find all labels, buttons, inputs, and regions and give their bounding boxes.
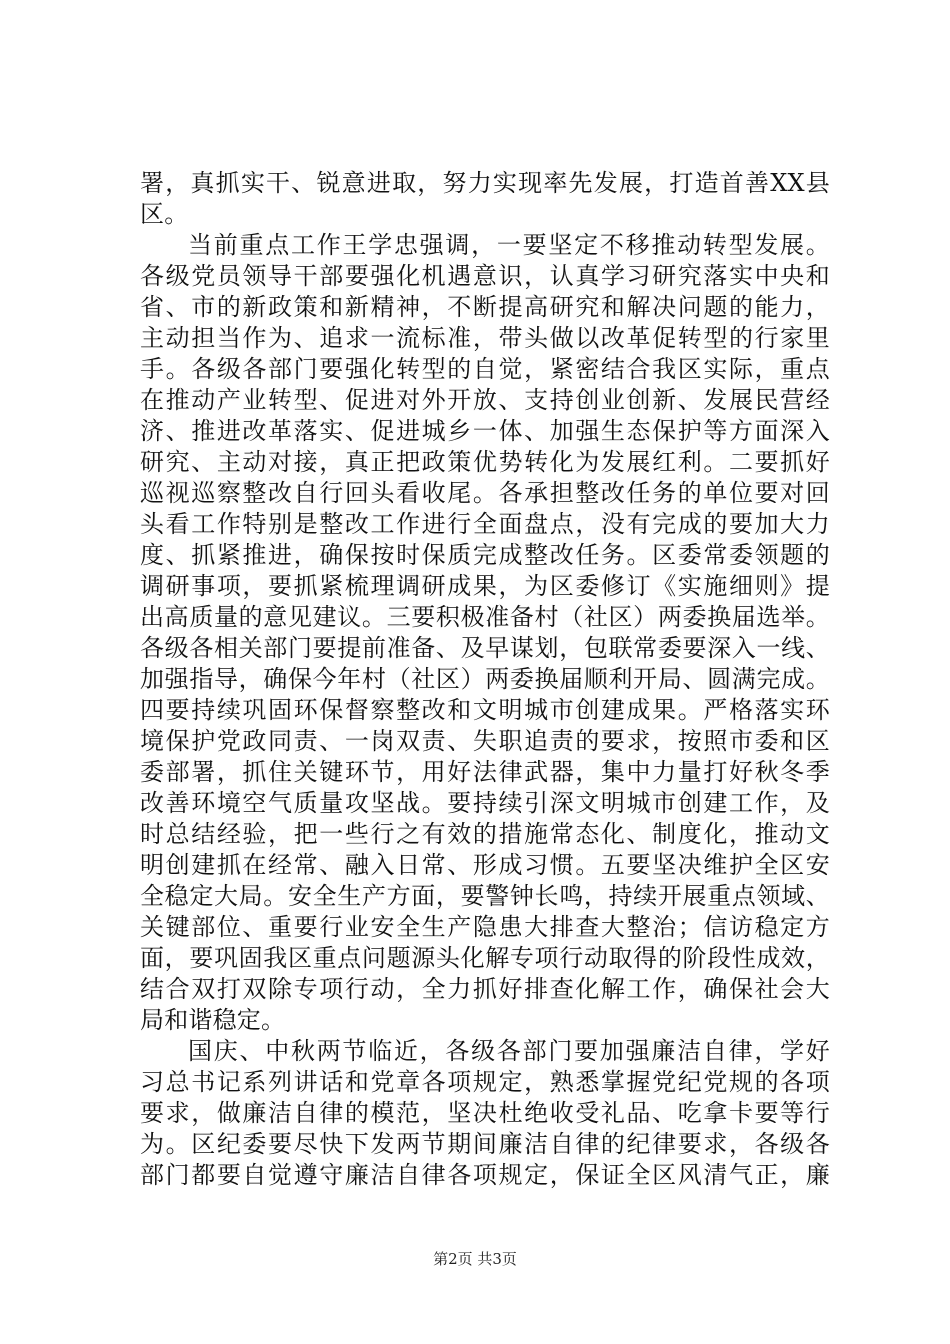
text-line: 度、抓紧推进，确保按时保质完成整改任务。区委常委领题的 [140,541,830,569]
text-line: 四要持续巩固环保督察整改和文明城市创建成果。严格落实环 [140,696,830,724]
text-line: 署，真抓实干、锐意进取，努力实现率先发展，打造首善XX县 [140,169,830,197]
text-line: 区。 [140,200,189,228]
text-line: 全稳定大局。安全生产方面，要警钟长鸣，持续开展重点领域、 [140,882,830,910]
text-line: 部门都要自觉遵守廉洁自律各项规定，保证全区风清气正，廉 [140,1161,830,1189]
text-line: 济、推进改革落实、促进城乡一体、加强生态保护等方面深入 [140,417,830,445]
paragraph-first-line: 当前重点工作王学忠强调，一要坚定不移推动转型发展。 [188,231,830,259]
paragraph-first-line: 国庆、中秋两节临近，各级各部门要加强廉洁自律，学好 [188,1037,830,1065]
text-line: 境保护党政同责、一岗双责、失职追责的要求，按照市委和区 [140,727,830,755]
text-line: 习总书记系列讲话和党章各项规定，熟悉掌握党纪党规的各项 [140,1068,830,1096]
text-line: 时总结经验，把一些行之有效的措施常态化、制度化，推动文 [140,820,830,848]
text-line: 局和谐稳定。 [140,1006,286,1034]
text-line: 为。区纪委要尽快下发两节期间廉洁自律的纪律要求，各级各 [140,1130,830,1158]
text-line: 研究、主动对接，真正把政策优势转化为发展红利。二要抓好 [140,448,830,476]
text-line: 调研事项，要抓紧梳理调研成果，为区委修订《实施细则》提 [140,572,830,600]
text-line: 委部署，抓住关键环节，用好法律武器，集中力量打好秋冬季 [140,758,830,786]
text-line: 各级各相关部门要提前准备、及早谋划，包联常委要深入一线、 [140,634,830,662]
text-line: 明创建抓在经常、融入日常、形成习惯。五要坚决维护全区安 [140,851,830,879]
text-line: 头看工作特别是整改工作进行全面盘点，没有完成的要加大力 [140,510,830,538]
text-line: 面，要巩固我区重点问题源头化解专项行动取得的阶段性成效， [140,944,830,972]
document-body [140,168,830,1191]
text-line: 省、市的新政策和新精神，不断提高研究和解决问题的能力， [140,293,830,321]
text-line: 巡视巡察整改自行回头看收尾。各承担整改任务的单位要对回 [140,479,830,507]
page-footer [0,1249,950,1269]
text-line: 加强指导，确保今年村（社区）两委换届顺利开局、圆满完成。 [140,665,830,693]
text-line: 关键部位、重要行业安全生产隐患大排查大整治；信访稳定方 [140,913,830,941]
page-number: 第2页 共3页 [433,1250,517,1268]
text-line: 结合双打双除专项行动，全力抓好排查化解工作，确保社会大 [140,975,830,1003]
text-line: 手。各级各部门要强化转型的自觉，紧密结合我区实际，重点 [140,355,830,383]
text-line: 主动担当作为、追求一流标准，带头做以改革促转型的行家里 [140,324,830,352]
text-line: 在推动产业转型、促进对外开放、支持创业创新、发展民营经 [140,386,830,414]
text-line: 改善环境空气质量攻坚战。要持续引深文明城市创建工作，及 [140,789,830,817]
text-line: 各级党员领导干部要强化机遇意识，认真学习研究落实中央和 [140,262,830,290]
text-line: 出高质量的意见建议。三要积极准备村（社区）两委换届选举。 [140,603,830,631]
text-line: 要求，做廉洁自律的模范，坚决杜绝收受礼品、吃拿卡要等行 [140,1099,830,1127]
